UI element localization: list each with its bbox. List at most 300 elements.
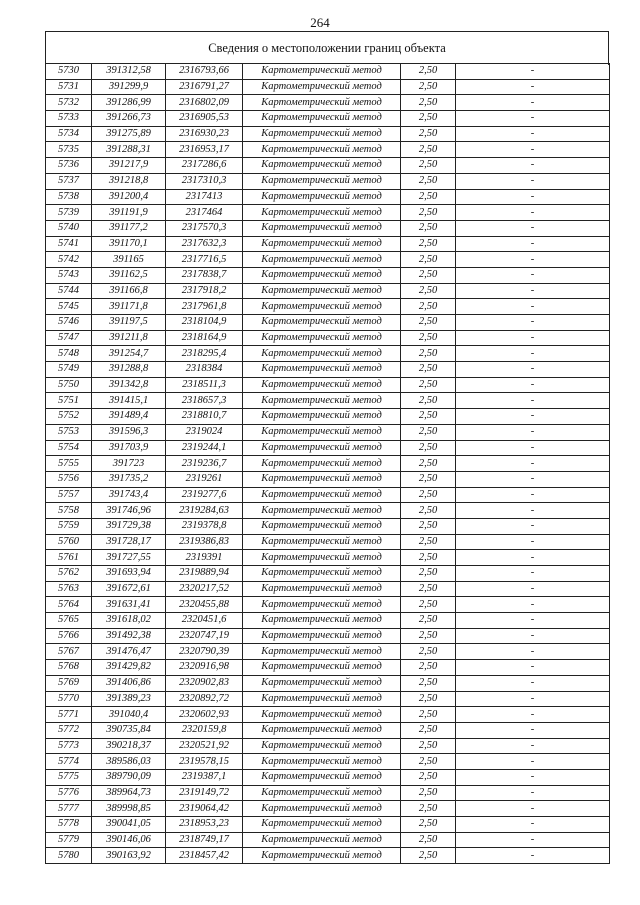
x-coordinate-cell: 391735,2 xyxy=(92,471,166,487)
accuracy-cell: 2,50 xyxy=(401,424,456,440)
y-coordinate-cell: 2319277,6 xyxy=(166,487,243,503)
y-coordinate-cell: 2318164,9 xyxy=(166,330,243,346)
point-number-cell: 5773 xyxy=(46,738,92,754)
y-coordinate-cell: 2320455,88 xyxy=(166,597,243,613)
page-number: 264 xyxy=(310,15,330,30)
description-cell: - xyxy=(456,691,610,707)
table-row xyxy=(46,518,610,534)
point-number-cell: 5739 xyxy=(46,205,92,221)
y-coordinate-cell: 2320451,6 xyxy=(166,613,243,629)
y-coordinate-cell: 2318511,3 xyxy=(166,377,243,393)
table-row xyxy=(46,267,610,283)
y-coordinate-cell: 2320916,98 xyxy=(166,660,243,676)
accuracy-cell: 2,50 xyxy=(401,64,456,80)
accuracy-cell: 2,50 xyxy=(401,283,456,299)
point-number-cell: 5731 xyxy=(46,79,92,95)
point-number-cell: 5763 xyxy=(46,581,92,597)
description-cell: - xyxy=(456,283,610,299)
y-coordinate-cell: 2316791,27 xyxy=(166,79,243,95)
x-coordinate-cell: 391693,94 xyxy=(92,566,166,582)
table-row xyxy=(46,722,610,738)
accuracy-cell: 2,50 xyxy=(401,581,456,597)
point-number-cell: 5766 xyxy=(46,628,92,644)
method-cell: Картометрический метод xyxy=(243,424,401,440)
x-coordinate-cell: 391746,96 xyxy=(92,503,166,519)
x-coordinate-cell: 391162,5 xyxy=(92,267,166,283)
table-row xyxy=(46,377,610,393)
y-coordinate-cell: 2316953,17 xyxy=(166,142,243,158)
description-cell: - xyxy=(456,64,610,80)
point-number-cell: 5779 xyxy=(46,832,92,848)
method-cell: Картометрический метод xyxy=(243,64,401,80)
table-row xyxy=(46,613,610,629)
method-cell: Картометрический метод xyxy=(243,126,401,142)
y-coordinate-cell: 2317413 xyxy=(166,189,243,205)
point-number-cell: 5748 xyxy=(46,346,92,362)
description-cell: - xyxy=(456,550,610,566)
description-cell: - xyxy=(456,769,610,785)
table-row xyxy=(46,754,610,770)
table-row xyxy=(46,832,610,848)
y-coordinate-cell: 2319578,15 xyxy=(166,754,243,770)
description-cell: - xyxy=(456,722,610,738)
x-coordinate-cell: 391211,8 xyxy=(92,330,166,346)
table-row xyxy=(46,503,610,519)
table-row xyxy=(46,785,610,801)
method-cell: Картометрический метод xyxy=(243,503,401,519)
table-row xyxy=(46,550,610,566)
description-cell: - xyxy=(456,534,610,550)
x-coordinate-cell: 391218,8 xyxy=(92,173,166,189)
table-row xyxy=(46,173,610,189)
method-cell: Картометрический метод xyxy=(243,158,401,174)
x-coordinate-cell: 391723 xyxy=(92,456,166,472)
x-coordinate-cell: 391429,82 xyxy=(92,660,166,676)
y-coordinate-cell: 2319378,8 xyxy=(166,518,243,534)
method-cell: Картометрический метод xyxy=(243,79,401,95)
table-header-frame xyxy=(45,31,609,65)
accuracy-cell: 2,50 xyxy=(401,675,456,691)
y-coordinate-cell: 2318657,3 xyxy=(166,393,243,409)
y-coordinate-cell: 2317310,3 xyxy=(166,173,243,189)
x-coordinate-cell: 391389,23 xyxy=(92,691,166,707)
x-coordinate-cell: 390218,37 xyxy=(92,738,166,754)
y-coordinate-cell: 2319391 xyxy=(166,550,243,566)
x-coordinate-cell: 391266,73 xyxy=(92,111,166,127)
table-row xyxy=(46,628,610,644)
point-number-cell: 5756 xyxy=(46,471,92,487)
table-row xyxy=(46,205,610,221)
description-cell: - xyxy=(456,205,610,221)
accuracy-cell: 2,50 xyxy=(401,817,456,833)
point-number-cell: 5759 xyxy=(46,518,92,534)
accuracy-cell: 2,50 xyxy=(401,566,456,582)
table-row xyxy=(46,79,610,95)
x-coordinate-cell: 389790,09 xyxy=(92,769,166,785)
table-row xyxy=(46,456,610,472)
accuracy-cell: 2,50 xyxy=(401,471,456,487)
table-row xyxy=(46,236,610,252)
point-number-cell: 5767 xyxy=(46,644,92,660)
y-coordinate-cell: 2317838,7 xyxy=(166,267,243,283)
method-cell: Картометрический метод xyxy=(243,722,401,738)
description-cell: - xyxy=(456,126,610,142)
table-row xyxy=(46,471,610,487)
table-row xyxy=(46,581,610,597)
method-cell: Картометрический метод xyxy=(243,566,401,582)
accuracy-cell: 2,50 xyxy=(401,346,456,362)
accuracy-cell: 2,50 xyxy=(401,550,456,566)
method-cell: Картометрический метод xyxy=(243,283,401,299)
accuracy-cell: 2,50 xyxy=(401,518,456,534)
y-coordinate-cell: 2320602,93 xyxy=(166,707,243,723)
accuracy-cell: 2,50 xyxy=(401,79,456,95)
method-cell: Картометрический метод xyxy=(243,440,401,456)
point-number-cell: 5744 xyxy=(46,283,92,299)
table-row xyxy=(46,707,610,723)
table-row xyxy=(46,220,610,236)
description-cell: - xyxy=(456,801,610,817)
accuracy-cell: 2,50 xyxy=(401,142,456,158)
accuracy-cell: 2,50 xyxy=(401,315,456,331)
description-cell: - xyxy=(456,189,610,205)
method-cell: Картометрический метод xyxy=(243,550,401,566)
y-coordinate-cell: 2316930,23 xyxy=(166,126,243,142)
table-row xyxy=(46,64,610,80)
table-row xyxy=(46,566,610,582)
method-cell: Картометрический метод xyxy=(243,205,401,221)
accuracy-cell: 2,50 xyxy=(401,738,456,754)
x-coordinate-cell: 391743,4 xyxy=(92,487,166,503)
y-coordinate-cell: 2317464 xyxy=(166,205,243,221)
point-number-cell: 5734 xyxy=(46,126,92,142)
point-number-cell: 5740 xyxy=(46,220,92,236)
x-coordinate-cell: 391312,58 xyxy=(92,64,166,80)
table-row xyxy=(46,738,610,754)
method-cell: Картометрический метод xyxy=(243,832,401,848)
y-coordinate-cell: 2320159,8 xyxy=(166,722,243,738)
x-coordinate-cell: 391299,9 xyxy=(92,79,166,95)
table-row xyxy=(46,315,610,331)
accuracy-cell: 2,50 xyxy=(401,330,456,346)
x-coordinate-cell: 391489,4 xyxy=(92,409,166,425)
description-cell: - xyxy=(456,424,610,440)
x-coordinate-cell: 391275,89 xyxy=(92,126,166,142)
description-cell: - xyxy=(456,456,610,472)
point-number-cell: 5772 xyxy=(46,722,92,738)
method-cell: Картометрический метод xyxy=(243,597,401,613)
description-cell: - xyxy=(456,220,610,236)
table-row xyxy=(46,675,610,691)
accuracy-cell: 2,50 xyxy=(401,832,456,848)
table-row xyxy=(46,769,610,785)
accuracy-cell: 2,50 xyxy=(401,597,456,613)
description-cell: - xyxy=(456,754,610,770)
point-number-cell: 5774 xyxy=(46,754,92,770)
method-cell: Картометрический метод xyxy=(243,471,401,487)
x-coordinate-cell: 391415,1 xyxy=(92,393,166,409)
table-row xyxy=(46,817,610,833)
description-cell: - xyxy=(456,377,610,393)
y-coordinate-cell: 2319149,72 xyxy=(166,785,243,801)
accuracy-cell: 2,50 xyxy=(401,377,456,393)
accuracy-cell: 2,50 xyxy=(401,487,456,503)
table-row xyxy=(46,691,610,707)
point-number-cell: 5732 xyxy=(46,95,92,111)
description-cell: - xyxy=(456,581,610,597)
description-cell: - xyxy=(456,628,610,644)
y-coordinate-cell: 2317570,3 xyxy=(166,220,243,236)
y-coordinate-cell: 2320892,72 xyxy=(166,691,243,707)
y-coordinate-cell: 2318810,7 xyxy=(166,409,243,425)
point-number-cell: 5757 xyxy=(46,487,92,503)
y-coordinate-cell: 2320217,52 xyxy=(166,581,243,597)
description-cell: - xyxy=(456,597,610,613)
method-cell: Картометрический метод xyxy=(243,456,401,472)
point-number-cell: 5742 xyxy=(46,252,92,268)
x-coordinate-cell: 391342,8 xyxy=(92,377,166,393)
table-row xyxy=(46,487,610,503)
x-coordinate-cell: 391286,99 xyxy=(92,95,166,111)
method-cell: Картометрический метод xyxy=(243,785,401,801)
x-coordinate-cell: 391177,2 xyxy=(92,220,166,236)
accuracy-cell: 2,50 xyxy=(401,613,456,629)
accuracy-cell: 2,50 xyxy=(401,158,456,174)
accuracy-cell: 2,50 xyxy=(401,628,456,644)
point-number-cell: 5753 xyxy=(46,424,92,440)
point-number-cell: 5747 xyxy=(46,330,92,346)
description-cell: - xyxy=(456,848,610,864)
x-coordinate-cell: 389586,03 xyxy=(92,754,166,770)
y-coordinate-cell: 2316802,09 xyxy=(166,95,243,111)
table-row xyxy=(46,534,610,550)
accuracy-cell: 2,50 xyxy=(401,220,456,236)
y-coordinate-cell: 2317918,2 xyxy=(166,283,243,299)
point-number-cell: 5751 xyxy=(46,393,92,409)
y-coordinate-cell: 2320790,39 xyxy=(166,644,243,660)
accuracy-cell: 2,50 xyxy=(401,409,456,425)
x-coordinate-cell: 391254,7 xyxy=(92,346,166,362)
table-row xyxy=(46,424,610,440)
y-coordinate-cell: 2318295,4 xyxy=(166,346,243,362)
point-number-cell: 5768 xyxy=(46,660,92,676)
method-cell: Картометрический метод xyxy=(243,660,401,676)
description-cell: - xyxy=(456,158,610,174)
y-coordinate-cell: 2316793,66 xyxy=(166,64,243,80)
x-coordinate-cell: 391165 xyxy=(92,252,166,268)
point-number-cell: 5762 xyxy=(46,566,92,582)
x-coordinate-cell: 391170,1 xyxy=(92,236,166,252)
accuracy-cell: 2,50 xyxy=(401,644,456,660)
description-cell: - xyxy=(456,487,610,503)
accuracy-cell: 2,50 xyxy=(401,754,456,770)
x-coordinate-cell: 391729,38 xyxy=(92,518,166,534)
x-coordinate-cell: 390735,84 xyxy=(92,722,166,738)
accuracy-cell: 2,50 xyxy=(401,393,456,409)
y-coordinate-cell: 2317961,8 xyxy=(166,299,243,315)
method-cell: Картометрический метод xyxy=(243,330,401,346)
method-cell: Картометрический метод xyxy=(243,518,401,534)
description-cell: - xyxy=(456,95,610,111)
table-title: Сведения о местоположении границ объекта xyxy=(208,41,446,55)
point-number-cell: 5737 xyxy=(46,173,92,189)
method-cell: Картометрический метод xyxy=(243,267,401,283)
table-row xyxy=(46,283,610,299)
description-cell: - xyxy=(456,409,610,425)
y-coordinate-cell: 2318104,9 xyxy=(166,315,243,331)
method-cell: Картометрический метод xyxy=(243,173,401,189)
point-number-cell: 5776 xyxy=(46,785,92,801)
x-coordinate-cell: 391492,38 xyxy=(92,628,166,644)
y-coordinate-cell: 2318384 xyxy=(166,362,243,378)
y-coordinate-cell: 2318457,42 xyxy=(166,848,243,864)
x-coordinate-cell: 391476,47 xyxy=(92,644,166,660)
method-cell: Картометрический метод xyxy=(243,613,401,629)
table-row xyxy=(46,597,610,613)
point-number-cell: 5755 xyxy=(46,456,92,472)
description-cell: - xyxy=(456,142,610,158)
x-coordinate-cell: 391727,55 xyxy=(92,550,166,566)
method-cell: Картометрический метод xyxy=(243,581,401,597)
point-number-cell: 5735 xyxy=(46,142,92,158)
table-row xyxy=(46,142,610,158)
point-number-cell: 5780 xyxy=(46,848,92,864)
description-cell: - xyxy=(456,330,610,346)
x-coordinate-cell: 391217,9 xyxy=(92,158,166,174)
description-cell: - xyxy=(456,173,610,189)
accuracy-cell: 2,50 xyxy=(401,503,456,519)
method-cell: Картометрический метод xyxy=(243,817,401,833)
description-cell: - xyxy=(456,832,610,848)
x-coordinate-cell: 391197,5 xyxy=(92,315,166,331)
y-coordinate-cell: 2319244,1 xyxy=(166,440,243,456)
point-number-cell: 5733 xyxy=(46,111,92,127)
method-cell: Картометрический метод xyxy=(243,754,401,770)
y-coordinate-cell: 2320521,92 xyxy=(166,738,243,754)
description-cell: - xyxy=(456,362,610,378)
y-coordinate-cell: 2319024 xyxy=(166,424,243,440)
point-number-cell: 5765 xyxy=(46,613,92,629)
y-coordinate-cell: 2319387,1 xyxy=(166,769,243,785)
x-coordinate-cell: 391171,8 xyxy=(92,299,166,315)
description-cell: - xyxy=(456,675,610,691)
x-coordinate-cell: 391040,4 xyxy=(92,707,166,723)
accuracy-cell: 2,50 xyxy=(401,205,456,221)
table-row xyxy=(46,126,610,142)
description-cell: - xyxy=(456,613,610,629)
description-cell: - xyxy=(456,236,610,252)
table-row xyxy=(46,393,610,409)
y-coordinate-cell: 2319064,42 xyxy=(166,801,243,817)
table-row xyxy=(46,801,610,817)
x-coordinate-cell: 389998,85 xyxy=(92,801,166,817)
method-cell: Картометрический метод xyxy=(243,644,401,660)
method-cell: Картометрический метод xyxy=(243,362,401,378)
description-cell: - xyxy=(456,346,610,362)
method-cell: Картометрический метод xyxy=(243,691,401,707)
y-coordinate-cell: 2319889,94 xyxy=(166,566,243,582)
y-coordinate-cell: 2317716,5 xyxy=(166,252,243,268)
description-cell: - xyxy=(456,299,610,315)
x-coordinate-cell: 391288,8 xyxy=(92,362,166,378)
method-cell: Картометрический метод xyxy=(243,487,401,503)
method-cell: Картометрический метод xyxy=(243,801,401,817)
description-cell: - xyxy=(456,471,610,487)
description-cell: - xyxy=(456,644,610,660)
accuracy-cell: 2,50 xyxy=(401,848,456,864)
description-cell: - xyxy=(456,79,610,95)
table-row xyxy=(46,189,610,205)
method-cell: Картометрический метод xyxy=(243,707,401,723)
point-number-cell: 5754 xyxy=(46,440,92,456)
method-cell: Картометрический метод xyxy=(243,315,401,331)
point-number-cell: 5771 xyxy=(46,707,92,723)
accuracy-cell: 2,50 xyxy=(401,111,456,127)
table-row xyxy=(46,660,610,676)
accuracy-cell: 2,50 xyxy=(401,173,456,189)
point-number-cell: 5778 xyxy=(46,817,92,833)
y-coordinate-cell: 2320902,83 xyxy=(166,675,243,691)
accuracy-cell: 2,50 xyxy=(401,660,456,676)
method-cell: Картометрический метод xyxy=(243,111,401,127)
method-cell: Картометрический метод xyxy=(243,236,401,252)
table-row xyxy=(46,95,610,111)
accuracy-cell: 2,50 xyxy=(401,236,456,252)
point-number-cell: 5749 xyxy=(46,362,92,378)
x-coordinate-cell: 391166,8 xyxy=(92,283,166,299)
method-cell: Картометрический метод xyxy=(243,252,401,268)
point-number-cell: 5777 xyxy=(46,801,92,817)
point-number-cell: 5741 xyxy=(46,236,92,252)
x-coordinate-cell: 391288,31 xyxy=(92,142,166,158)
accuracy-cell: 2,50 xyxy=(401,769,456,785)
x-coordinate-cell: 390041,05 xyxy=(92,817,166,833)
table-row xyxy=(46,362,610,378)
method-cell: Картометрический метод xyxy=(243,346,401,362)
method-cell: Картометрический метод xyxy=(243,675,401,691)
x-coordinate-cell: 391703,9 xyxy=(92,440,166,456)
accuracy-cell: 2,50 xyxy=(401,252,456,268)
description-cell: - xyxy=(456,660,610,676)
point-number-cell: 5770 xyxy=(46,691,92,707)
table-row xyxy=(46,409,610,425)
y-coordinate-cell: 2318953,23 xyxy=(166,817,243,833)
description-cell: - xyxy=(456,393,610,409)
method-cell: Картометрический метод xyxy=(243,848,401,864)
x-coordinate-cell: 391631,41 xyxy=(92,597,166,613)
accuracy-cell: 2,50 xyxy=(401,534,456,550)
x-coordinate-cell: 391728,17 xyxy=(92,534,166,550)
accuracy-cell: 2,50 xyxy=(401,722,456,738)
accuracy-cell: 2,50 xyxy=(401,126,456,142)
method-cell: Картометрический метод xyxy=(243,738,401,754)
y-coordinate-cell: 2319236,7 xyxy=(166,456,243,472)
accuracy-cell: 2,50 xyxy=(401,456,456,472)
method-cell: Картометрический метод xyxy=(243,299,401,315)
point-number-cell: 5761 xyxy=(46,550,92,566)
x-coordinate-cell: 390146,06 xyxy=(92,832,166,848)
method-cell: Картометрический метод xyxy=(243,189,401,205)
point-number-cell: 5752 xyxy=(46,409,92,425)
description-cell: - xyxy=(456,315,610,331)
x-coordinate-cell: 391406,86 xyxy=(92,675,166,691)
method-cell: Картометрический метод xyxy=(243,769,401,785)
point-number-cell: 5764 xyxy=(46,597,92,613)
description-cell: - xyxy=(456,252,610,268)
description-cell: - xyxy=(456,267,610,283)
y-coordinate-cell: 2320747,19 xyxy=(166,628,243,644)
x-coordinate-cell: 391596,3 xyxy=(92,424,166,440)
